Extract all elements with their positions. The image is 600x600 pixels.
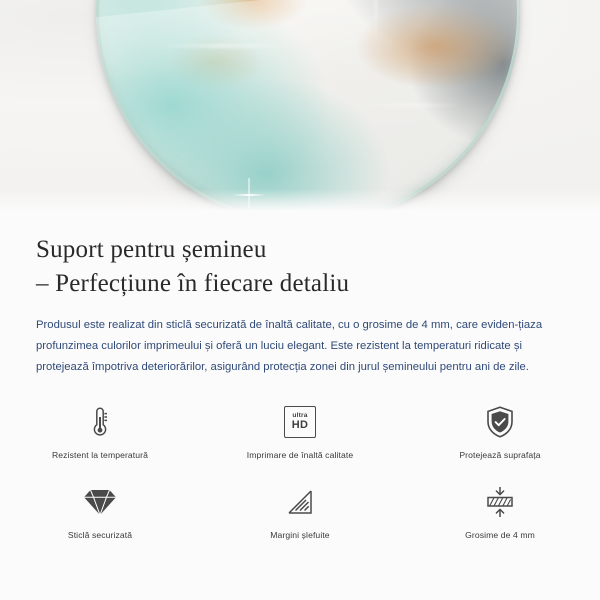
round-glass-marble-panel xyxy=(96,0,520,215)
thermometer-icon xyxy=(77,400,123,444)
headline-line-1: Suport pentru șemineu xyxy=(36,236,267,263)
feature-label: Margini șlefuite xyxy=(270,530,330,540)
ultra-hd-icon: ultra HD xyxy=(277,400,323,444)
feature-grid xyxy=(0,400,600,548)
headline-line-2: – Perfecțiune în fiecare detaliu xyxy=(36,270,350,297)
polished-edges-icon xyxy=(277,480,323,524)
diamond-icon xyxy=(77,480,123,524)
feature-label: Rezistent la temperatură xyxy=(51,450,149,460)
feature-item xyxy=(400,480,600,548)
hero-fade xyxy=(0,189,600,215)
feature-label: Protejează suprafața xyxy=(459,450,541,460)
shield-check-icon xyxy=(477,400,523,444)
thickness-4mm-icon xyxy=(477,480,523,524)
feature-label: Imprimare de înaltă calitate xyxy=(246,450,354,460)
hero-image xyxy=(0,0,600,215)
description-paragraph: Produsul este realizat din sticlă securizată de înaltă calitate, cu o grosime de 4 mm, care eviden-țiaza profunzimea culorilor imprimeului și oferă un luciu elegant. Este rezistent la temperaturi ridicate și protejează împotriva deteriorărilor, asigurând protecția zonei din jurul șemineului pentru ani de zile. xyxy=(36,319,543,373)
feature-item xyxy=(200,400,400,468)
feature-label: Sticlă securizată xyxy=(67,530,133,540)
feature-item xyxy=(200,480,400,548)
text-block xyxy=(0,215,600,378)
feature-item xyxy=(400,400,600,468)
feature-label: Grosime de 4 mm xyxy=(465,530,535,540)
page-title xyxy=(0,215,600,301)
feature-item xyxy=(0,480,200,548)
feature-item xyxy=(0,400,200,468)
